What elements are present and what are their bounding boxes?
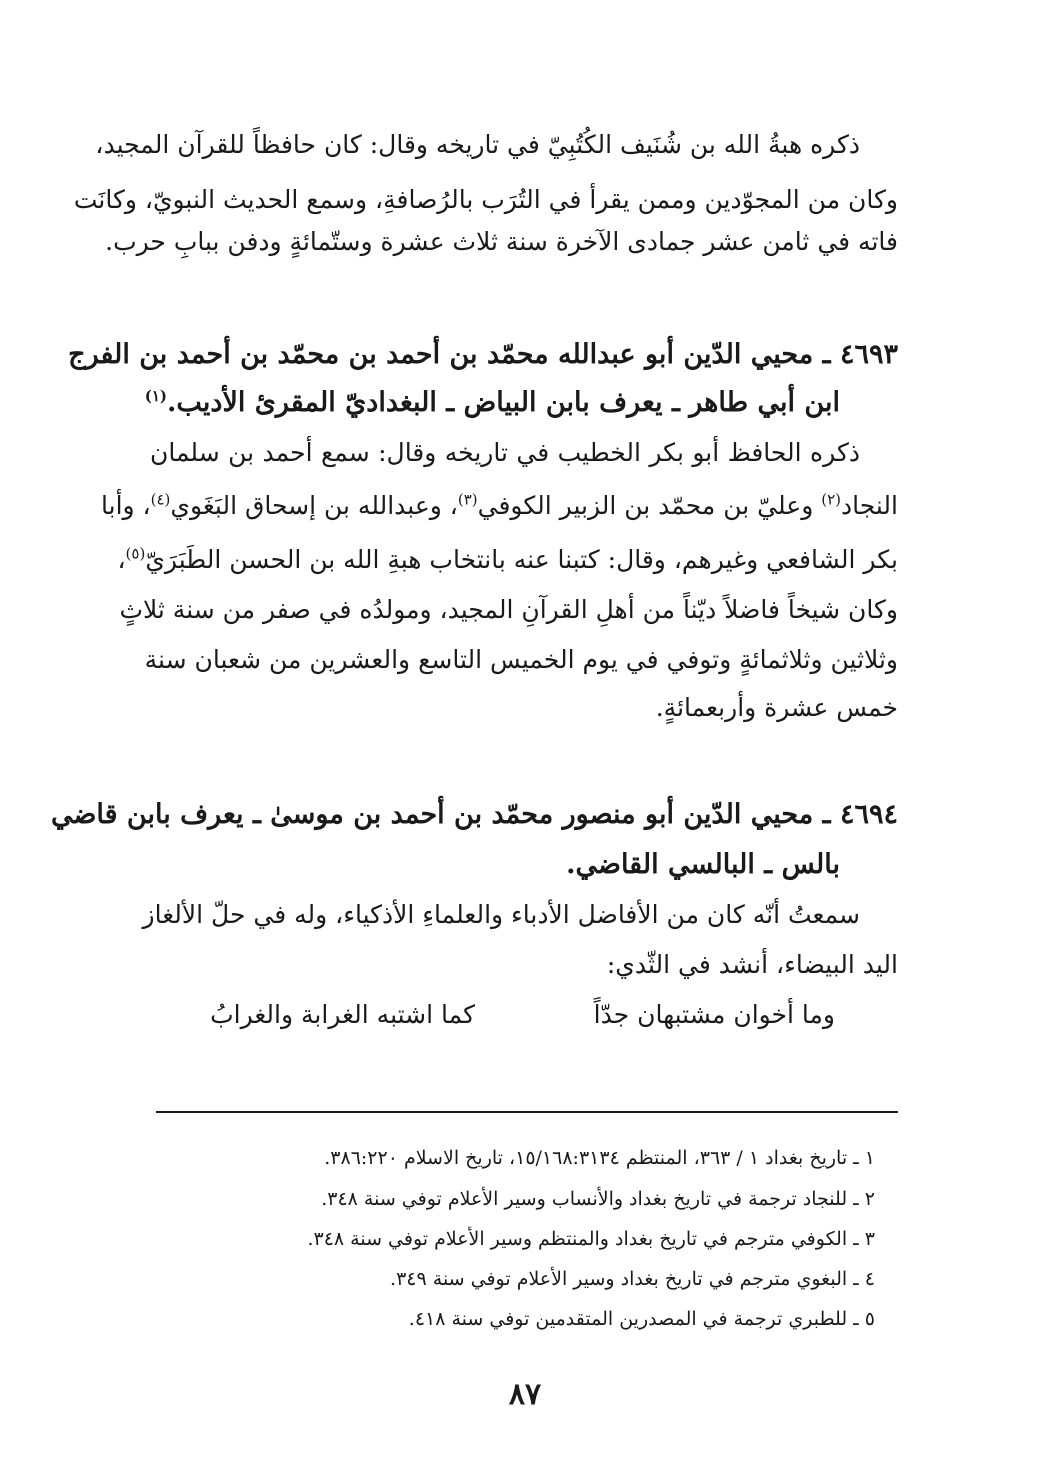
entry-4693-heading-line-1: ٤٦٩٣ ـ محيي الدّين أبو عبدالله محمّد بن أحمد بن محمّد بن أحمد بن الفرج <box>68 339 898 370</box>
footnote-ref-2: (٢) <box>821 490 841 509</box>
footnote-ref-4: (٤) <box>150 490 171 509</box>
entry-4694-line-2: اليد البيضاء، أنشد في الثّدي: <box>606 950 898 979</box>
footnote-divider <box>156 1111 898 1113</box>
footnote-4: ٤ ـ البغوي مترجم في تاريخ بغداد وسير الأعلام توفي سنة ٣٤٩. <box>390 1268 875 1290</box>
entry-4693-heading-line-2 <box>144 383 840 423</box>
footnote-3: ٣ ـ الكوفي مترجم في تاريخ بغداد والمنتظم وسير الأعلام توفي سنة ٣٤٨. <box>307 1228 875 1250</box>
entry-4693-line-2-a: النجاد <box>841 491 898 520</box>
entry-4693-line-5: وثلاثين وثلاثمائةٍ وتوفي في يوم الخميس التاسع والعشرين من شعبان سنة <box>144 645 898 674</box>
entry-4694-heading-line-1: ٤٦٩٤ ـ محيي الدّين أبو منصور محمّد بن أحمد بن موسىٰ ـ يعرف بابن قاضي <box>50 799 898 830</box>
entry-4693-line-6: خمس عشرة وأربعمائةٍ. <box>655 693 898 722</box>
footnote-ref-5: (٥) <box>125 544 146 563</box>
entry-4693-line-2 <box>101 486 898 526</box>
footnote-1: ١ ـ تاريخ بغداد ١ / ٣٦٣، المنتظم ١٥/١٦٨:٣١٣٤، تاريخ الاسلام ٣٨٦:٢٢٠. <box>324 1147 875 1169</box>
intro-line-2: وكان من المجوّدين وممن يقرأ في التُرَب بالرُصافةِ، وسمع الحديث النبويّ، وكانَت <box>73 185 898 214</box>
footnote-ref-3: (٣) <box>457 490 478 509</box>
intro-line-3: فاته في ثامن عشر جمادى الآخرة سنة ثلاث عشرة وستّمائةٍ ودفن ببابِ حرب. <box>105 227 898 256</box>
entry-4693-heading-text: ابن أبي طاهر ـ يعرف بابن البياض ـ البغداديّ المقرئ الأديب. <box>167 387 840 418</box>
verse-second-hemistich: كما اشتبه الغرابة والغرابُ <box>210 1000 475 1029</box>
verse-first-hemistich: وما أخوان مشتبهان جدّاً <box>593 1000 835 1029</box>
intro-line-1: ذكره هبةُ الله بن شُنَيف الكُتُبِيّ في تاريخه وقال: كان حافظاً للقرآن المجيد، <box>95 130 860 159</box>
footnote-ref-1: (١) <box>144 387 167 405</box>
entry-4693-line-1: ذكره الحافظ أبو بكر الخطيب في تاريخه وقال: سمع أحمد بن سلمان <box>150 438 860 467</box>
entry-4693-line-4: وكان شيخاً فاضلاً ديّناً من أهلِ القرآنِ المجيد، ومولدُه في صفر من سنة ثلاثٍ <box>119 595 898 624</box>
entry-4693-line-3-b: ، <box>117 545 126 574</box>
footnote-2: ٢ ـ للنجاد ترجمة في تاريخ بغداد والأنساب وسير الأعلام توفي سنة ٣٤٨. <box>321 1188 875 1210</box>
entry-4694-line-1: سمعتُ أنّه كان من الأفاضل الأدباء والعلماءِ الأذكياء، وله في حلّ الألغاز <box>142 900 860 929</box>
entry-4693-line-3-a: بكر الشافعي وغيرهم، وقال: كتبنا عنه بانتخاب هبةِ الله بن الحسن الطَبَرَيّ <box>145 545 898 574</box>
entry-4693-line-2-c: ، وعبدالله بن إسحاق البَغَوي <box>170 491 458 520</box>
footnote-5: ٥ ـ للطبري ترجمة في المصدرين المتقدمين توفي سنة ٤١٨. <box>408 1308 875 1330</box>
entry-4693-line-3 <box>117 540 898 580</box>
entry-4694-heading-line-2: بالس ـ البالسي القاضي. <box>566 849 840 880</box>
entry-4693-line-2-d: ، وأبا <box>101 491 151 520</box>
entry-4693-line-2-b: وعليّ بن محمّد بن الزبير الكوفي <box>477 491 822 520</box>
page-number: ٨٧ <box>508 1377 542 1412</box>
